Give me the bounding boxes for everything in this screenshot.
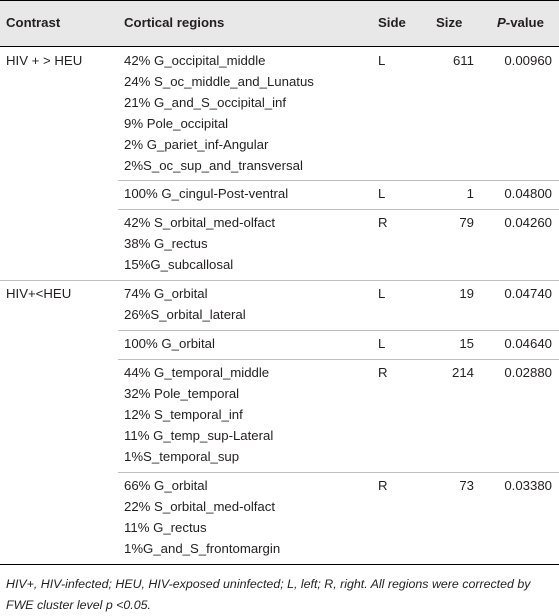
size-cell: 214 bbox=[451, 365, 474, 380]
region-entry: 42% G_occipital_middle bbox=[124, 53, 266, 68]
cortical-regions-cell bbox=[124, 184, 288, 205]
region-entry: 66% G_orbital bbox=[124, 478, 208, 493]
p-value-cell: 0.04260 bbox=[504, 215, 552, 230]
side-cell: L bbox=[378, 286, 386, 301]
cortical-regions-cell bbox=[124, 284, 246, 326]
p-value-cell: 0.03380 bbox=[504, 478, 552, 493]
p-value-cell: 0.04800 bbox=[504, 186, 552, 201]
size-cell: 79 bbox=[459, 215, 474, 230]
contrast-cell: HIV + > HEU bbox=[6, 53, 83, 68]
cortical-regions-cell bbox=[124, 476, 280, 560]
header-contrast: Contrast bbox=[6, 15, 61, 30]
row-divider bbox=[118, 359, 559, 360]
region-entry: 11% G_temp_sup-Lateral bbox=[124, 427, 274, 443]
row-divider bbox=[118, 209, 559, 210]
p-value-cell: 0.04740 bbox=[504, 286, 552, 301]
cortical-regions-cell bbox=[124, 363, 273, 468]
row-divider bbox=[0, 280, 559, 281]
size-cell: 15 bbox=[459, 336, 474, 351]
table-row bbox=[0, 209, 559, 280]
table-footnote: HIV+, HIV-infected; HEU, HIV-exposed uninfected; L, left; R, right. All regions were corrected by FWE cluster level p <0.05. bbox=[6, 577, 531, 612]
table-row bbox=[0, 280, 559, 330]
region-entry: 9% Pole_occipital bbox=[124, 115, 229, 131]
table-row bbox=[0, 47, 559, 180]
contrast-cell: HIV+<HEU bbox=[6, 286, 72, 301]
region-entry: 2%S_oc_sup_and_transversal bbox=[124, 157, 303, 173]
region-entry: 100% G_cingul-Post-ventral bbox=[124, 186, 289, 201]
region-entry: 74% G_orbital bbox=[124, 286, 208, 301]
region-entry: 12% S_temporal_inf bbox=[124, 406, 243, 422]
p-value-cell: 0.00960 bbox=[504, 53, 552, 68]
region-entry: 42% S_orbital_med-olfact bbox=[124, 215, 276, 230]
region-entry: 11% G_rectus bbox=[124, 519, 207, 535]
region-entry: 15%G_subcallosal bbox=[124, 256, 234, 272]
header-p-letter: P bbox=[497, 15, 506, 30]
region-entry: 38% G_rectus bbox=[124, 235, 208, 251]
table-row bbox=[0, 472, 559, 564]
cortical-regions-cell bbox=[124, 51, 314, 176]
header-size: Size bbox=[436, 15, 463, 30]
table-row bbox=[0, 330, 559, 359]
cortical-regions-cell bbox=[124, 334, 215, 355]
side-cell: L bbox=[378, 336, 386, 351]
header-cortical-regions: Cortical regions bbox=[124, 15, 225, 30]
p-value-cell: 0.02880 bbox=[504, 365, 552, 380]
table-row bbox=[0, 180, 559, 209]
row-divider bbox=[118, 472, 559, 473]
header-side: Side bbox=[378, 15, 406, 30]
region-entry: 21% G_and_S_occipital_inf bbox=[124, 94, 287, 110]
row-divider bbox=[118, 330, 559, 331]
side-cell: R bbox=[378, 215, 388, 230]
size-cell: 1 bbox=[466, 186, 474, 201]
table-row bbox=[0, 359, 559, 472]
region-entry: 32% Pole_temporal bbox=[124, 385, 240, 401]
region-entry: 2% G_pariet_inf-Angular bbox=[124, 136, 269, 152]
region-entry: 44% G_temporal_middle bbox=[124, 365, 270, 380]
side-cell: R bbox=[378, 478, 388, 493]
cortical-regions-cell bbox=[124, 213, 275, 276]
side-cell: L bbox=[378, 53, 386, 68]
region-entry: 1%S_temporal_sup bbox=[124, 448, 240, 464]
region-entry: 24% S_oc_middle_and_Lunatus bbox=[124, 73, 314, 89]
size-cell: 611 bbox=[452, 53, 474, 68]
size-cell: 19 bbox=[459, 286, 474, 301]
row-divider bbox=[118, 180, 559, 181]
region-entry: 1%G_and_S_frontomargin bbox=[124, 540, 281, 556]
table-body bbox=[0, 47, 559, 564]
region-entry: 100% G_orbital bbox=[124, 336, 215, 351]
header-p-value bbox=[497, 13, 544, 34]
table-header bbox=[0, 0, 559, 47]
size-cell: 73 bbox=[459, 478, 474, 493]
region-entry: 26%S_orbital_lateral bbox=[124, 306, 246, 322]
header-p-suffix: -value bbox=[505, 15, 544, 30]
side-cell: R bbox=[378, 365, 388, 380]
region-entry: 22% S_orbital_med-olfact bbox=[124, 498, 276, 514]
p-value-cell: 0.04640 bbox=[504, 336, 552, 351]
side-cell: L bbox=[378, 186, 386, 201]
table-bottom-rule bbox=[0, 564, 559, 565]
